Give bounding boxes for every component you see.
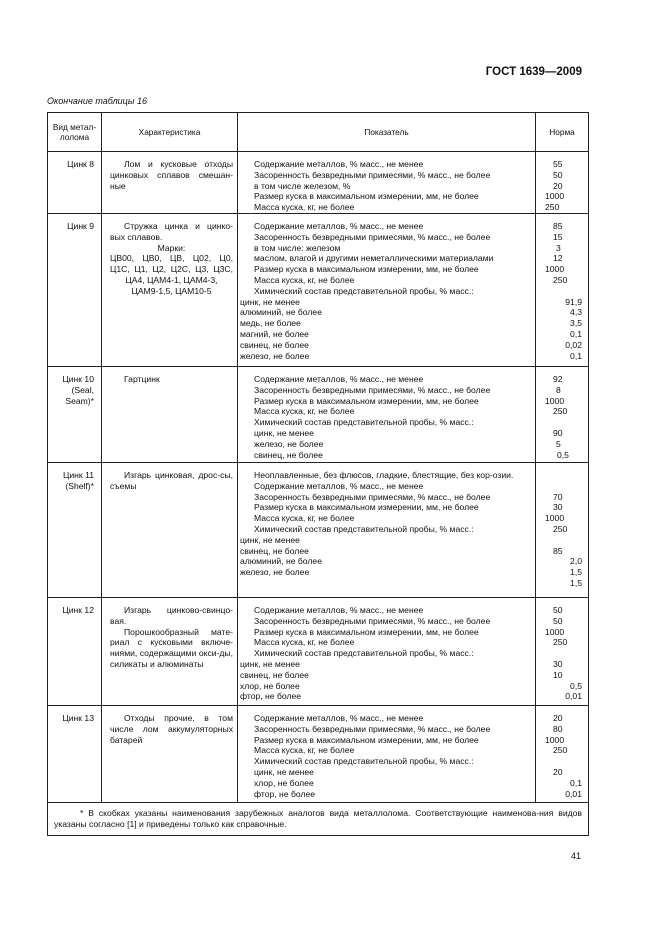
table-row xyxy=(48,597,589,705)
row-kind: Цинк 12 xyxy=(48,597,102,705)
row-characteristic: Отходы прочие, в том числе лом аккумуляторных батарей xyxy=(102,705,238,802)
metal-scrap-table xyxy=(47,112,589,836)
row-norms: 20 80 1000 250 20 0,1 0,01 xyxy=(536,705,589,802)
row-characteristic: Изгарь цинковая, дрос-сы, съемы xyxy=(102,462,238,597)
row-indicators: Содержание металлов, % масс., не менее Засоренность безвредными примесями, % масс., не более Размер куска в максимальном измерении, мм, не более Масса куска, кг, не более Химический состав представительной пробы, % масс.: цинк, не менее свинец, не более хлор, не более фтор, не более xyxy=(238,597,536,705)
row-indicators: Неоплавленные, без флюсов, гладкие, блестящие, без кор-озии. Содержание металлов, % масс., не менее Засоренность безвредными примесями, % масс., не более Размер куска в максимальном измерении, мм, не более Масса куска, кг, не более Химический состав представительной пробы, % масс.: цинк, не менее свинец, не более алюминий, не более железо, не более xyxy=(238,462,536,597)
row-norms: 70 30 1000 250 85 2,0 1,5 1,5 xyxy=(536,462,589,597)
row-characteristic: Изгарь цинково-свинцо-вая. Порошкообразный мате-риал с кусковыми включе-ниями, содержащими окси-ды, силикаты и алюминаты xyxy=(102,597,238,705)
table-row xyxy=(48,462,589,597)
header-characteristic: Характеристика xyxy=(102,113,238,152)
row-norms: 55 50 20 1000 250 xyxy=(536,152,589,214)
header-indicator: Показатель xyxy=(238,113,536,152)
table-caption: Окончание таблицы 16 xyxy=(47,96,147,106)
footnote-row xyxy=(48,802,589,835)
table-row xyxy=(48,705,589,802)
row-norms: 92 8 1000 250 90 5 0,5 xyxy=(536,366,589,462)
row-kind: Цинк 9 xyxy=(48,213,102,366)
row-characteristic: Стружка цинка и цинко-вых сплавов. Марки: ЦВ00, ЦВ0, ЦВ, Ц02, Ц0, Ц1С, Ц1, Ц2, Ц2С, Ц3, Ц3С, ЦА4, ЦАМ4-1, ЦАМ4-3, ЦАМ9-1,5, ЦАМ10-5 xyxy=(102,213,238,366)
row-kind: Цинк 13 xyxy=(48,705,102,802)
table-row xyxy=(48,213,589,366)
row-characteristic: Гартцинк xyxy=(102,366,238,462)
table-footnote: * В скобках указаны наименования зарубежных аналогов вида металлолома. Соответствующие наименова-ния видов указаны согласно [1] и приведены только как справочные. xyxy=(48,802,589,835)
table-header-row xyxy=(48,113,589,152)
row-characteristic: Лом и кусковые отходы цинковых сплавов смешан-ные xyxy=(102,152,238,214)
row-kind: Цинк 10 (Seal, Seam)* xyxy=(48,366,102,462)
standard-code: ГОСТ 1639—2009 xyxy=(485,66,582,78)
page-number: 41 xyxy=(571,851,582,861)
table-row xyxy=(48,152,589,214)
table-row xyxy=(48,366,589,462)
row-indicators: Содержание металлов, % масс., не менее Засоренность безвредными примесями, % масс., не более Размер куска в максимальном измерении, мм, не более Масса куска, кг, не более Химический состав представительной пробы, % масс.: цинк, не менее железо, не более свинец, не более xyxy=(238,366,536,462)
row-norms: 85 15 3 12 1000 250 91,9 4,3 3,5 0,1 0,02 0,1 xyxy=(536,213,589,366)
row-indicators: Содержание металлов, % масс., не менее Засоренность безвредными примесями, % масс., не более Размер куска в максимальном измерении, мм, не более Масса куска, кг, не более Химический состав представительной пробы, % масс.: цинк, не менее хлор, не более фтор, не более xyxy=(238,705,536,802)
row-indicators: Содержание металлов, % масс., не менее Засоренность безвредными примесями, % масс., не более в том числе: железом маслом, влагой и другими неметаллическими материалами Размер куска в максимальном измерении, мм, не более Масса куска, кг, не более Химический состав представительной пробы, % масс.: цинк, не менее алюминий, не более медь, не более магний, не более свинец, не более железо, не более xyxy=(238,213,536,366)
header-kind: Вид метал- лолома xyxy=(48,113,102,152)
row-indicators: Содержание металлов, % масс., не менее Засоренность безвредными примесями, % масс., не более в том числе железом, % Размер куска в максимальном измерении, мм, не более Масса куска, кг, не более xyxy=(238,152,536,214)
header-norm: Норма xyxy=(536,113,589,152)
row-norms: 50 50 1000 250 30 10 0,5 0,01 xyxy=(536,597,589,705)
row-kind: Цинк 11 (Shelf)* xyxy=(48,462,102,597)
row-kind: Цинк 8 xyxy=(48,152,102,214)
